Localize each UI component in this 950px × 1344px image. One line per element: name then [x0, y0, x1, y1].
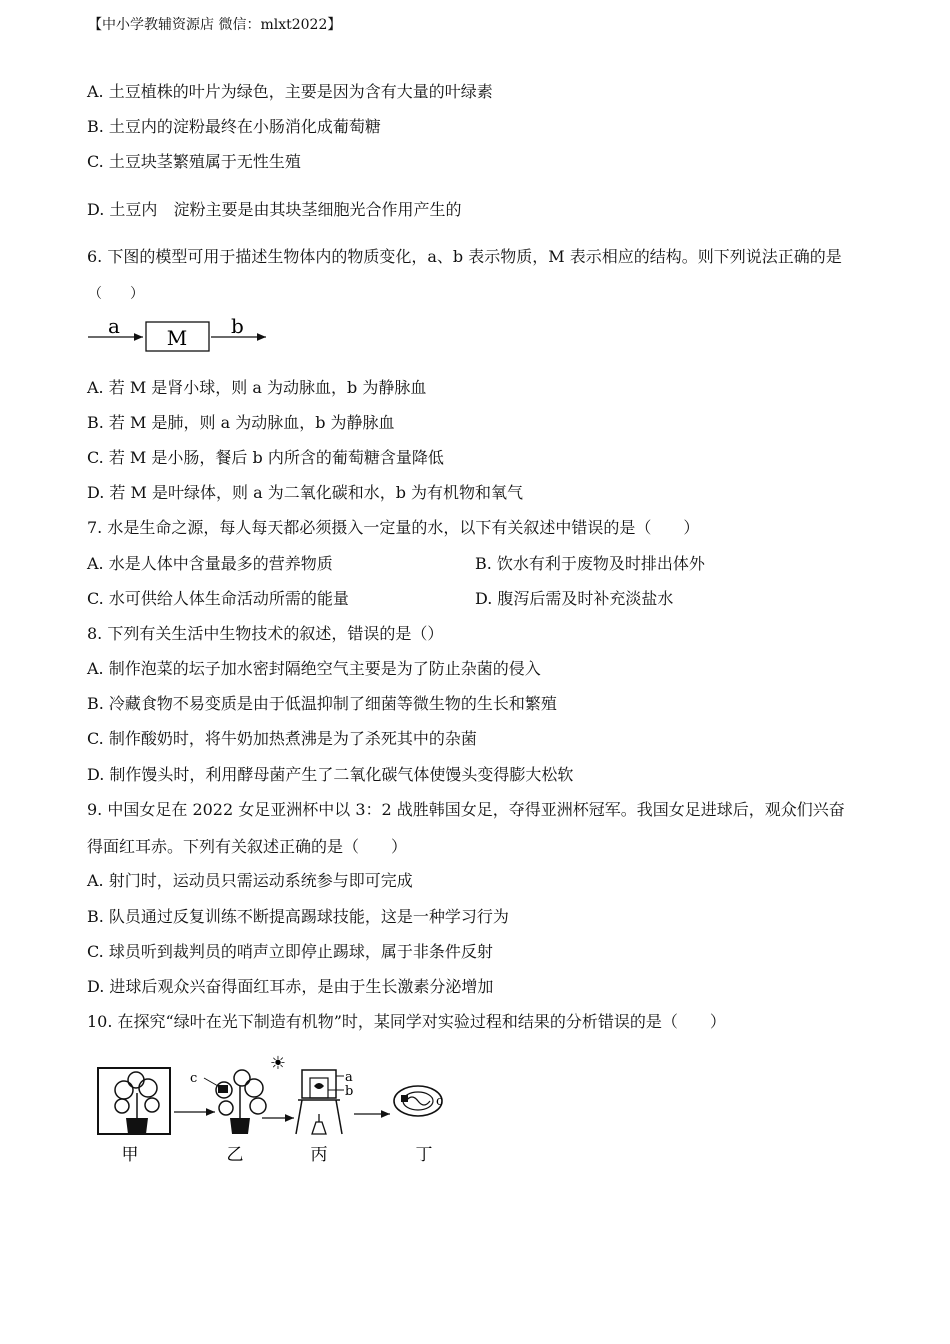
q5-option-d-part1: D. 土豆内: [87, 200, 158, 219]
q7-stem: 7. 水是生命之源，每人每天都必须摄入一定量的水，以下有关叙述中错误的是（ ）: [87, 518, 700, 537]
q7-option-b: B. 饮水有利于废物及时排出体外: [475, 554, 705, 573]
q5-option-d: [87, 200, 461, 220]
q8-option-c: C. 制作酸奶时，将牛奶加热煮沸是为了杀死其中的杂菌: [87, 729, 477, 748]
q10-stem: 10. 在探究“绿叶在光下制造有机物”时，某同学对实验过程和结果的分析错误的是（ ）: [87, 1012, 726, 1031]
q6-stem: 6. 下图的模型可用于描述生物体内的物质变化，a、b 表示物质，M 表示相应的结构。则下列说法正确的是: [87, 247, 842, 266]
q7-option-a: A. 水是人体中含量最多的营养物质: [87, 554, 333, 573]
q6-model-diagram: [86, 313, 276, 355]
q9-stem-line2: 得面红耳赤。下列有关叙述正确的是（ ）: [87, 837, 408, 856]
q8-option-b: B. 冷藏食物不易变质是由于低温抑制了细菌等微生物的生长和繁殖: [87, 694, 557, 713]
step-yi-plant-in-light: [204, 1070, 266, 1134]
q5-option-d-part2: 淀粉主要是由其块茎细胞光合作用产生的: [173, 200, 462, 219]
q9-option-d: D. 进球后观众兴奋得面红耳赤，是由于生长激素分泌增加: [87, 977, 494, 996]
q6-option-c: C. 若 M 是小肠，餐后 b 内所含的葡萄糖含量降低: [87, 448, 444, 467]
q10-experiment-figure: [92, 1048, 462, 1168]
q8-option-d: D. 制作馒头时，利用酵母菌产生了二氧化碳气体使馒头变得膨大松软: [87, 765, 574, 784]
label-jia: 甲: [121, 1145, 139, 1165]
q9-option-a: A. 射门时，运动员只需运动系统参与即可完成: [87, 871, 413, 890]
q5-option-a: A. 土豆植株的叶片为绿色，主要是因为含有大量的叶绿素: [87, 82, 493, 101]
mark-a-bing: a: [345, 1070, 353, 1085]
mark-c-yi: c: [190, 1071, 198, 1086]
output-label-b: b: [231, 314, 244, 338]
mark-b-bing: b: [345, 1084, 354, 1099]
label-yi: 乙: [226, 1145, 244, 1165]
label-bing: 丙: [310, 1145, 328, 1165]
q9-option-c: C. 球员听到裁判员的哨声立即停止踢球，属于非条件反射: [87, 942, 493, 961]
label-ding: 丁: [415, 1145, 433, 1165]
q5-option-b: B. 土豆内的淀粉最终在小肠消化成葡萄糖: [87, 117, 381, 136]
q8-stem: 8. 下列有关生活中生物技术的叙述，错误的是（）: [87, 624, 444, 643]
q6-option-a: A. 若 M 是肾小球，则 a 为动脉血，b 为静脉血: [87, 378, 427, 397]
q9-stem-line1: 9. 中国女足在 2022 女足亚洲杯中以 3：2 战胜韩国女足，夺得亚洲杯冠军。我国女足进球后，观众们兴奋: [87, 800, 845, 819]
step-ding-stained-leaf: [394, 1086, 442, 1116]
mark-c-ding: c: [436, 1094, 444, 1109]
q5-option-c: C. 土豆块茎繁殖属于无性生殖: [87, 152, 301, 171]
step-bing-water-bath: [296, 1070, 344, 1134]
q9-option-b: B. 队员通过反复训练不断提高踢球技能，这是一种学习行为: [87, 907, 509, 926]
sun-icon: ☀: [269, 1053, 287, 1074]
source-header: 【中小学教辅资源店 微信：mlxt2022】: [88, 17, 342, 33]
q7-option-d: D. 腹泻后需及时补充淡盐水: [475, 589, 674, 608]
q6-option-b: B. 若 M 是肺，则 a 为动脉血，b 为静脉血: [87, 413, 395, 432]
q8-option-a: A. 制作泡菜的坛子加水密封隔绝空气主要是为了防止杂菌的侵入: [87, 659, 541, 678]
q7-option-c: C. 水可供给人体生命活动所需的能量: [87, 589, 349, 608]
q6-option-d: D. 若 M 是叶绿体，则 a 为二氧化碳和水，b 为有机物和氧气: [87, 483, 524, 502]
input-label-a: a: [108, 314, 120, 338]
box-label-m: M: [166, 326, 188, 350]
step-jia-dark-box: [98, 1068, 170, 1134]
q6-answer-paren: （ ）: [88, 286, 144, 302]
